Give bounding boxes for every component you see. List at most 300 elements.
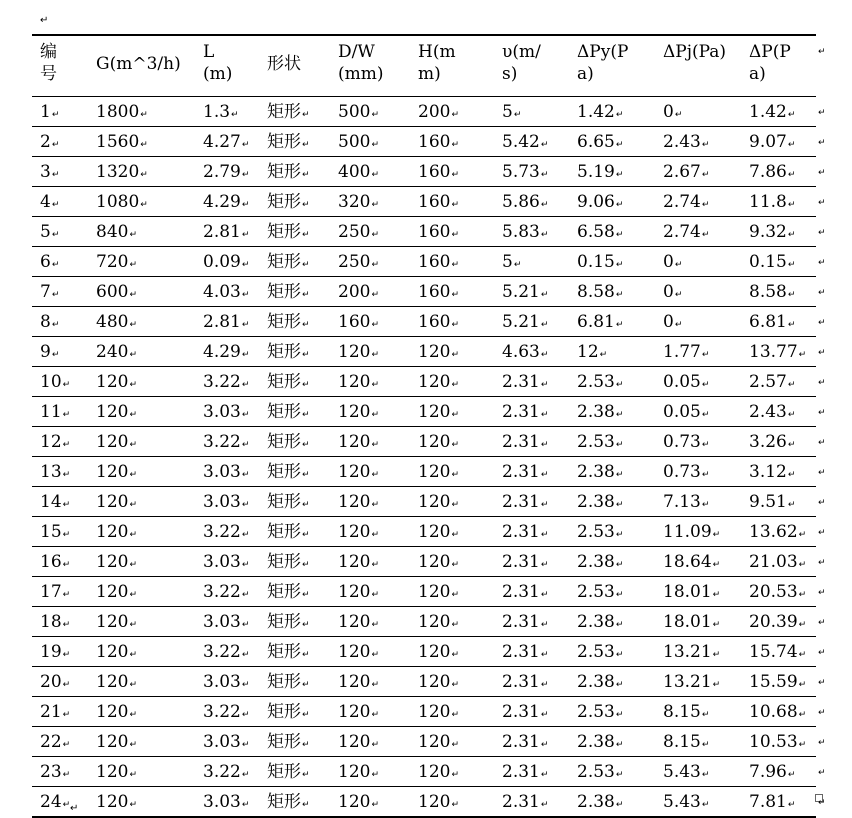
table-cell-flow[interactable] xyxy=(88,516,195,546)
table-cell-velocity[interactable] xyxy=(494,636,569,666)
table-cell-shape[interactable] xyxy=(259,636,330,666)
table-cell-velocity[interactable] xyxy=(494,426,569,456)
table-cell-velocity[interactable] xyxy=(494,666,569,696)
table-cell-friction-loss[interactable] xyxy=(569,666,655,696)
table-cell-width[interactable] xyxy=(330,366,410,396)
table-cell-total-loss[interactable] xyxy=(741,396,816,426)
table-cell-total-loss[interactable] xyxy=(741,426,816,456)
table-cell-velocity[interactable] xyxy=(494,306,569,336)
table-cell-width[interactable] xyxy=(330,156,410,186)
table-cell-id[interactable] xyxy=(32,216,88,246)
table-cell-id[interactable] xyxy=(32,756,88,786)
paragraph-mark-icon: ↵ xyxy=(371,469,379,480)
table-cell-friction-loss[interactable] xyxy=(569,216,655,246)
table-cell-height[interactable] xyxy=(410,726,494,756)
table-cell-length[interactable] xyxy=(195,426,259,456)
table-cell-shape[interactable] xyxy=(259,96,330,126)
table-cell-id[interactable] xyxy=(32,516,88,546)
table-cell-flow[interactable] xyxy=(88,756,195,786)
cell-value: 240 xyxy=(96,341,129,362)
table-cell-height[interactable] xyxy=(410,96,494,126)
table-cell-flow[interactable] xyxy=(88,486,195,516)
cell-value: 4.27 xyxy=(203,131,241,152)
table-cell-shape[interactable] xyxy=(259,486,330,516)
table-cell-total-loss[interactable] xyxy=(741,126,816,156)
cell-value: 6.81 xyxy=(749,311,787,332)
table-cell-friction-loss[interactable] xyxy=(569,126,655,156)
table-cell-total-loss[interactable] xyxy=(741,456,816,486)
table-cell-velocity[interactable] xyxy=(494,786,569,817)
table-cell-velocity[interactable] xyxy=(494,156,569,186)
cell-value: 矩形 xyxy=(267,701,301,722)
cell-value: 2.53 xyxy=(577,761,615,782)
table-cell-length[interactable] xyxy=(195,726,259,756)
table-cell-friction-loss[interactable] xyxy=(569,636,655,666)
table-cell-id[interactable] xyxy=(32,246,88,276)
table-cell-flow[interactable] xyxy=(88,96,195,126)
table-cell-friction-loss[interactable] xyxy=(569,336,655,366)
table-cell-local-loss[interactable] xyxy=(655,756,741,786)
table-cell-friction-loss[interactable] xyxy=(569,366,655,396)
header-cell-friction-loss[interactable] xyxy=(569,35,655,96)
table-cell-height[interactable] xyxy=(410,246,494,276)
table-cell-shape[interactable] xyxy=(259,276,330,306)
table-cell-local-loss[interactable] xyxy=(655,96,741,126)
table-cell-width[interactable] xyxy=(330,186,410,216)
table-cell-local-loss[interactable] xyxy=(655,666,741,696)
table-cell-id[interactable] xyxy=(32,426,88,456)
table-cell-total-loss[interactable] xyxy=(741,666,816,696)
table-cell-flow[interactable] xyxy=(88,576,195,606)
table-cell-friction-loss[interactable] xyxy=(569,306,655,336)
table-cell-friction-loss[interactable] xyxy=(569,756,655,786)
table-cell-friction-loss[interactable] xyxy=(569,156,655,186)
table-cell-height[interactable] xyxy=(410,156,494,186)
table-cell-friction-loss[interactable] xyxy=(569,516,655,546)
table-cell-velocity[interactable] xyxy=(494,126,569,156)
table-cell-shape[interactable] xyxy=(259,366,330,396)
table-cell-width[interactable] xyxy=(330,456,410,486)
table-cell-local-loss[interactable] xyxy=(655,786,741,817)
table-row xyxy=(32,456,816,486)
table-cell-length[interactable] xyxy=(195,606,259,636)
table-cell-width[interactable] xyxy=(330,426,410,456)
table-cell-height[interactable] xyxy=(410,696,494,726)
table-cell-id[interactable] xyxy=(32,156,88,186)
cell-value: 120 xyxy=(338,671,371,692)
table-cell-total-loss[interactable] xyxy=(741,156,816,186)
cell-value: 15.74 xyxy=(749,641,798,662)
table-cell-flow[interactable] xyxy=(88,336,195,366)
table-cell-width[interactable] xyxy=(330,606,410,636)
table-cell-friction-loss[interactable] xyxy=(569,786,655,817)
table-cell-total-loss[interactable] xyxy=(741,516,816,546)
table-cell-height[interactable] xyxy=(410,126,494,156)
cell-value: 1080 xyxy=(96,191,140,212)
table-cell-length[interactable] xyxy=(195,246,259,276)
cell-value: 1.77 xyxy=(663,341,701,362)
paragraph-mark-icon: ↵ xyxy=(787,469,796,480)
table-cell-local-loss[interactable] xyxy=(655,516,741,546)
table-cell-shape[interactable] xyxy=(259,576,330,606)
header-label: 编号 xyxy=(40,42,57,84)
table-cell-friction-loss[interactable] xyxy=(569,426,655,456)
table-cell-total-loss[interactable] xyxy=(741,246,816,276)
table-cell-height[interactable] xyxy=(410,216,494,246)
table-cell-id[interactable] xyxy=(32,276,88,306)
table-cell-total-loss[interactable] xyxy=(741,276,816,306)
table-cell-length[interactable] xyxy=(195,396,259,426)
table-cell-flow[interactable] xyxy=(88,276,195,306)
table-cell-flow[interactable] xyxy=(88,696,195,726)
table-cell-shape[interactable] xyxy=(259,246,330,276)
table-cell-length[interactable] xyxy=(195,336,259,366)
table-cell-shape[interactable] xyxy=(259,216,330,246)
table-cell-height[interactable] xyxy=(410,666,494,696)
cell-value: 120 xyxy=(338,641,371,662)
table-cell-height[interactable] xyxy=(410,606,494,636)
table-cell-id[interactable] xyxy=(32,666,88,696)
table-cell-height[interactable] xyxy=(410,546,494,576)
table-cell-local-loss[interactable] xyxy=(655,426,741,456)
table-cell-id[interactable] xyxy=(32,396,88,426)
table-cell-id[interactable] xyxy=(32,486,88,516)
table-cell-friction-loss[interactable] xyxy=(569,576,655,606)
cell-value: 500 xyxy=(338,131,371,152)
table-cell-shape[interactable] xyxy=(259,336,330,366)
table-cell-flow[interactable] xyxy=(88,156,195,186)
table-cell-width[interactable] xyxy=(330,96,410,126)
table-cell-friction-loss[interactable] xyxy=(569,396,655,426)
table-cell-shape[interactable] xyxy=(259,516,330,546)
table-cell-velocity[interactable] xyxy=(494,546,569,576)
table-cell-local-loss[interactable] xyxy=(655,306,741,336)
table-cell-id[interactable] xyxy=(32,336,88,366)
table-cell-length[interactable] xyxy=(195,516,259,546)
table-cell-local-loss[interactable] xyxy=(655,366,741,396)
cell-value: 6.81 xyxy=(577,311,615,332)
table-cell-length[interactable] xyxy=(195,276,259,306)
table-cell-total-loss[interactable] xyxy=(741,756,816,786)
table-cell-shape[interactable] xyxy=(259,606,330,636)
table-cell-flow[interactable] xyxy=(88,186,195,216)
table-cell-local-loss[interactable] xyxy=(655,606,741,636)
paragraph-mark-icon: ↵ xyxy=(62,529,71,540)
table-cell-shape[interactable] xyxy=(259,786,330,817)
header-cell-length[interactable] xyxy=(195,35,259,96)
table-cell-shape[interactable] xyxy=(259,456,330,486)
table-cell-velocity[interactable] xyxy=(494,486,569,516)
table-cell-flow[interactable] xyxy=(88,456,195,486)
table-cell-velocity[interactable] xyxy=(494,456,569,486)
cell-value: 15.59 xyxy=(749,671,798,692)
table-cell-width[interactable] xyxy=(330,276,410,306)
table-cell-height[interactable] xyxy=(410,486,494,516)
table-cell-velocity[interactable] xyxy=(494,366,569,396)
table-cell-flow[interactable] xyxy=(88,246,195,276)
table-cell-flow[interactable] xyxy=(88,636,195,666)
table-cell-id[interactable] xyxy=(32,306,88,336)
table-cell-flow[interactable] xyxy=(88,786,195,817)
table-cell-height[interactable] xyxy=(410,576,494,606)
table-cell-width[interactable] xyxy=(330,336,410,366)
paragraph-mark-icon: ↵ xyxy=(615,169,624,180)
table-cell-flow[interactable] xyxy=(88,546,195,576)
table-cell-flow[interactable] xyxy=(88,216,195,246)
table-cell-height[interactable] xyxy=(410,456,494,486)
table-cell-height[interactable] xyxy=(410,276,494,306)
cell-value: 13 xyxy=(40,461,62,482)
table-cell-length[interactable] xyxy=(195,366,259,396)
row-end-mark-icon: ↵ xyxy=(818,228,826,238)
table-cell-friction-loss[interactable] xyxy=(569,546,655,576)
table-row xyxy=(32,666,816,696)
table-row xyxy=(32,306,816,336)
table-cell-width[interactable] xyxy=(330,246,410,276)
table-cell-length[interactable] xyxy=(195,546,259,576)
table-cell-flow[interactable] xyxy=(88,726,195,756)
table-cell-width[interactable] xyxy=(330,306,410,336)
cell-value: 2.38 xyxy=(577,611,615,632)
table-cell-velocity[interactable] xyxy=(494,186,569,216)
table-cell-height[interactable] xyxy=(410,516,494,546)
table-cell-friction-loss[interactable] xyxy=(569,606,655,636)
paragraph-mark-icon: ↵ xyxy=(241,319,250,330)
table-cell-friction-loss[interactable] xyxy=(569,186,655,216)
table-cell-total-loss[interactable] xyxy=(741,726,816,756)
table-cell-total-loss[interactable] xyxy=(741,576,816,606)
header-cell-velocity[interactable] xyxy=(494,35,569,96)
table-cell-id[interactable] xyxy=(32,726,88,756)
table-cell-local-loss[interactable] xyxy=(655,636,741,666)
table-cell-friction-loss[interactable] xyxy=(569,486,655,516)
table-cell-total-loss[interactable] xyxy=(741,786,816,817)
table-cell-local-loss[interactable] xyxy=(655,486,741,516)
table-cell-friction-loss[interactable] xyxy=(569,96,655,126)
table-cell-local-loss[interactable] xyxy=(655,276,741,306)
table-cell-width[interactable] xyxy=(330,516,410,546)
header-cell-shape[interactable] xyxy=(259,35,330,96)
table-cell-length[interactable] xyxy=(195,786,259,817)
table-cell-velocity[interactable] xyxy=(494,696,569,726)
table-cell-height[interactable] xyxy=(410,636,494,666)
paragraph-mark-icon: ↵ xyxy=(787,769,796,780)
table-cell-shape[interactable] xyxy=(259,726,330,756)
paragraph-mark-icon: ↵ xyxy=(51,319,60,330)
table-cell-velocity[interactable] xyxy=(494,216,569,246)
paragraph-mark-icon: ↵ xyxy=(129,379,137,390)
table-cell-id[interactable] xyxy=(32,456,88,486)
table-cell-total-loss[interactable] xyxy=(741,366,816,396)
table-cell-total-loss[interactable] xyxy=(741,306,816,336)
cell-value: 3.03 xyxy=(203,551,241,572)
table-cell-length[interactable] xyxy=(195,126,259,156)
table-cell-velocity[interactable] xyxy=(494,726,569,756)
table-cell-length[interactable] xyxy=(195,456,259,486)
table-cell-width[interactable] xyxy=(330,636,410,666)
table-cell-shape[interactable] xyxy=(259,426,330,456)
table-cell-total-loss[interactable] xyxy=(741,606,816,636)
cell-value: 120 xyxy=(338,611,371,632)
table-cell-total-loss[interactable] xyxy=(741,546,816,576)
table-cell-id[interactable] xyxy=(32,366,88,396)
table-cell-id[interactable] xyxy=(32,606,88,636)
cell-value: 11.09 xyxy=(663,521,712,542)
table-cell-shape[interactable] xyxy=(259,156,330,186)
paragraph-mark-icon: ↵ xyxy=(241,739,250,750)
table-cell-local-loss[interactable] xyxy=(655,216,741,246)
table-cell-velocity[interactable] xyxy=(494,606,569,636)
table-cell-length[interactable] xyxy=(195,96,259,126)
table-cell-local-loss[interactable] xyxy=(655,726,741,756)
paragraph-mark-icon: ↵ xyxy=(241,289,250,300)
table-cell-velocity[interactable] xyxy=(494,756,569,786)
table-cell-flow[interactable] xyxy=(88,396,195,426)
table-cell-height[interactable] xyxy=(410,366,494,396)
table-cell-id[interactable] xyxy=(32,636,88,666)
table-cell-local-loss[interactable] xyxy=(655,126,741,156)
table-cell-height[interactable] xyxy=(410,426,494,456)
table-cell-width[interactable] xyxy=(330,666,410,696)
table-cell-id[interactable] xyxy=(32,576,88,606)
table-cell-height[interactable] xyxy=(410,396,494,426)
table-cell-width[interactable] xyxy=(330,216,410,246)
table-cell-local-loss[interactable] xyxy=(655,156,741,186)
header-cell-local-loss[interactable] xyxy=(655,35,741,96)
header-cell-total-loss[interactable] xyxy=(741,35,816,96)
table-cell-flow[interactable] xyxy=(88,606,195,636)
table-cell-width[interactable] xyxy=(330,756,410,786)
table-cell-shape[interactable] xyxy=(259,666,330,696)
table-cell-velocity[interactable] xyxy=(494,576,569,606)
table-cell-id[interactable] xyxy=(32,126,88,156)
table-cell-local-loss[interactable] xyxy=(655,696,741,726)
cell-value: 480 xyxy=(96,311,129,332)
table-cell-total-loss[interactable] xyxy=(741,216,816,246)
cell-value: 2.31 xyxy=(502,641,540,662)
table-cell-local-loss[interactable] xyxy=(655,246,741,276)
cell-value: 1560 xyxy=(96,131,140,152)
table-cell-velocity[interactable] xyxy=(494,516,569,546)
table-cell-local-loss[interactable] xyxy=(655,336,741,366)
table-cell-length[interactable] xyxy=(195,696,259,726)
table-cell-shape[interactable] xyxy=(259,396,330,426)
table-cell-total-loss[interactable] xyxy=(741,336,816,366)
table-cell-id[interactable] xyxy=(32,96,88,126)
table-cell-id[interactable] xyxy=(32,546,88,576)
table-cell-flow[interactable] xyxy=(88,306,195,336)
table-cell-width[interactable] xyxy=(330,786,410,817)
table-cell-flow[interactable] xyxy=(88,126,195,156)
table-cell-id[interactable] xyxy=(32,186,88,216)
table-cell-width[interactable] xyxy=(330,396,410,426)
table-cell-velocity[interactable] xyxy=(494,96,569,126)
header-cell-id[interactable] xyxy=(32,35,88,96)
paragraph-mark-icon: ↵ xyxy=(798,739,807,750)
paragraph-mark-icon: ↵ xyxy=(451,679,459,690)
table-cell-shape[interactable] xyxy=(259,126,330,156)
table-cell-length[interactable] xyxy=(195,636,259,666)
row-end-mark-icon: ↵ xyxy=(818,768,826,778)
table-cell-height[interactable] xyxy=(410,186,494,216)
cell-value: 120 xyxy=(418,671,451,692)
table-cell-velocity[interactable] xyxy=(494,246,569,276)
paragraph-mark-icon: ↵ xyxy=(798,649,807,660)
table-cell-width[interactable] xyxy=(330,696,410,726)
table-row xyxy=(32,336,816,366)
table-cell-local-loss[interactable] xyxy=(655,576,741,606)
table-cell-length[interactable] xyxy=(195,576,259,606)
row-end-mark-icon: ↵ xyxy=(818,47,826,57)
table-cell-local-loss[interactable] xyxy=(655,456,741,486)
table-cell-length[interactable] xyxy=(195,216,259,246)
header-cell-flow[interactable] xyxy=(88,35,195,96)
table-cell-length[interactable] xyxy=(195,306,259,336)
table-cell-velocity[interactable] xyxy=(494,396,569,426)
table-cell-total-loss[interactable] xyxy=(741,186,816,216)
table-cell-height[interactable] xyxy=(410,336,494,366)
paragraph-mark-icon: ↵ xyxy=(701,439,710,450)
table-cell-total-loss[interactable] xyxy=(741,96,816,126)
table-cell-width[interactable] xyxy=(330,726,410,756)
table-cell-local-loss[interactable] xyxy=(655,186,741,216)
table-cell-friction-loss[interactable] xyxy=(569,696,655,726)
table-cell-local-loss[interactable] xyxy=(655,546,741,576)
table-cell-length[interactable] xyxy=(195,756,259,786)
table-cell-shape[interactable] xyxy=(259,696,330,726)
table-cell-id[interactable] xyxy=(32,696,88,726)
table-cell-friction-loss[interactable] xyxy=(569,456,655,486)
table-cell-width[interactable] xyxy=(330,546,410,576)
table-cell-friction-loss[interactable] xyxy=(569,276,655,306)
table-cell-flow[interactable] xyxy=(88,426,195,456)
table-cell-local-loss[interactable] xyxy=(655,396,741,426)
table-cell-friction-loss[interactable] xyxy=(569,726,655,756)
table-cell-id[interactable] xyxy=(32,786,88,817)
table-cell-length[interactable] xyxy=(195,486,259,516)
header-cell-width[interactable] xyxy=(330,35,410,96)
cell-value: 矩形 xyxy=(267,221,301,242)
paragraph-mark-icon: ↵ xyxy=(241,379,250,390)
table-cell-width[interactable] xyxy=(330,576,410,606)
cell-value: 矩形 xyxy=(267,251,301,272)
cell-value: 160 xyxy=(418,161,451,182)
table-cell-shape[interactable] xyxy=(259,186,330,216)
table-cell-flow[interactable] xyxy=(88,366,195,396)
table-cell-total-loss[interactable] xyxy=(741,696,816,726)
cell-value: 120 xyxy=(338,731,371,752)
table-cell-total-loss[interactable] xyxy=(741,486,816,516)
table-cell-velocity[interactable] xyxy=(494,336,569,366)
table-cell-total-loss[interactable] xyxy=(741,636,816,666)
table-cell-shape[interactable] xyxy=(259,306,330,336)
table-cell-length[interactable] xyxy=(195,156,259,186)
table-cell-shape[interactable] xyxy=(259,546,330,576)
table-cell-height[interactable] xyxy=(410,306,494,336)
table-cell-width[interactable] xyxy=(330,126,410,156)
table-cell-height[interactable] xyxy=(410,786,494,817)
table-cell-height[interactable] xyxy=(410,756,494,786)
table-cell-friction-loss[interactable] xyxy=(569,246,655,276)
table-cell-length[interactable] xyxy=(195,186,259,216)
table-cell-velocity[interactable] xyxy=(494,276,569,306)
table-cell-flow[interactable] xyxy=(88,666,195,696)
table-cell-shape[interactable] xyxy=(259,756,330,786)
table-cell-length[interactable] xyxy=(195,666,259,696)
table-cell-width[interactable] xyxy=(330,486,410,516)
header-cell-height[interactable] xyxy=(410,35,494,96)
row-end-mark-icon: ↵ xyxy=(818,258,826,268)
